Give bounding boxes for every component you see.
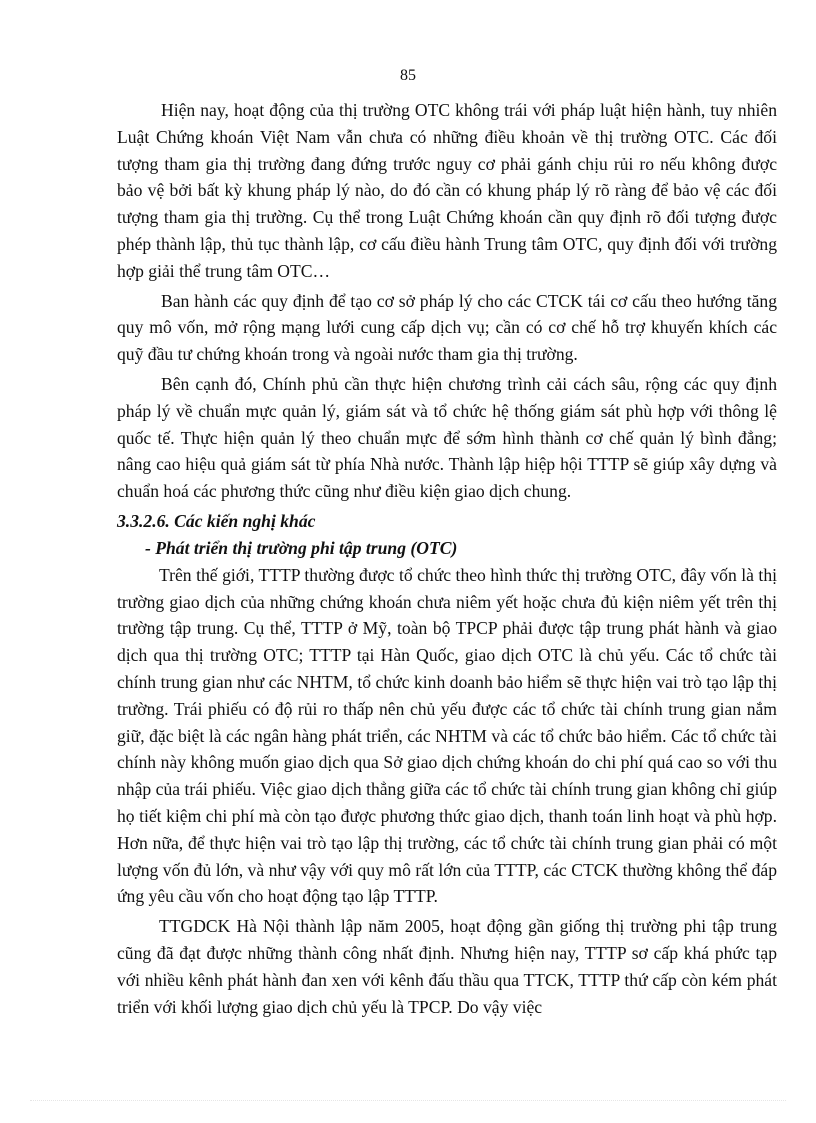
paragraph-hanoi-exchange: TTGDCK Hà Nội thành lập năm 2005, hoạt động gần giống thị trường phi tập trung cũng đã đạt được những thành công nhất định. Nhưng hiện nay, TTTP sơ cấp khá phức tạp với nhiều kênh phát hành đan xen với kênh đấu thầu qua TTCK, TTTP thứ cấp còn kém phát triển với khối lượng giao dịch chủ yếu là TPCP. Do vậy việc bbox=[117, 916, 777, 1017]
paragraph-government-reform: Bên cạnh đó, Chính phủ cần thực hiện chương trình cải cách sâu, rộng các quy định pháp lý về chuẩn mực quản lý, giám sát và tổ chức hệ thống giám sát phù hợp với thông lệ quốc tế. Thực hiện quản lý theo chuẩn mực để sớm hình thành cơ chế quản lý bình đẳng; nâng cao hiệu quả giám sát từ phía Nhà nước. Thành lập hiệp hội TTTP sẽ giúp xây dựng và chuẩn hoá các phương thức cũng như điều kiện giao dịch chung. bbox=[117, 373, 777, 502]
paragraph-ctck-restructuring: Ban hành các quy định để tạo cơ sở pháp lý cho các CTCK tái cơ cấu theo hướng tăng quy mô vốn, mở rộng mạng lưới cung cấp dịch vụ; cần có cơ chế hỗ trợ khuyến khích các quỹ đầu tư chứng khoán trong và ngoài nước tham gia thị trường. bbox=[117, 290, 777, 365]
page-body bbox=[117, 97, 777, 1023]
paragraph-world-otc-markets: Trên thế giới, TTTP thường được tổ chức theo hình thức thị trường OTC, đây vốn là thị trường giao dịch của những chứng khoán chưa niêm yết hoặc chưa đủ kiện niêm yết trên thị trường tập trung. Cụ thể, TTTP ở Mỹ, toàn bộ TPCP phải được tập trung phát hành và giao dịch qua thị trường OTC; TTTP tại Hàn Quốc, giao dịch OTC là chủ yếu. Các tổ chức tài chính trung gian như các NHTM, tổ chức kinh doanh bảo hiểm sẽ thực hiện vai trò tạo lập thị trường. Trái phiếu có độ rủi ro thấp nên chủ yếu được các tổ chức tài chính trung gian nắm giữ, đặc biệt là các ngân hàng phát triển, các NHTM và các tổ chức bảo hiểm. Các tổ chức tài chính này không muốn giao dịch qua Sở giao dịch chứng khoán do chi phí quá cao so với thu nhập của trái phiếu. Việc giao dịch thẳng giữa các tổ chức tài chính trung gian không chỉ giúp họ tiết kiệm chi phí mà còn tạo được phương thức giao dịch, thanh toán linh hoạt và phù hợp. Hơn nữa, để thực hiện vai trò tạo lập thị trường, các tổ chức tài chính trung gian phải có một lượng vốn đủ lớn, và như vậy với quy mô rất lớn của TTTP, các CTCK thường không thể đáp ứng yêu cầu vốn cho hoạt động tạo lập TTTP. bbox=[117, 564, 777, 907]
subsection-heading: - Phát triển thị trường phi tập trung (OTC) bbox=[145, 537, 458, 558]
page-number: 85 bbox=[400, 67, 416, 84]
section-heading: 3.3.2.6. Các kiến nghị khác bbox=[117, 510, 316, 531]
footer-divider bbox=[30, 1100, 786, 1101]
paragraph-otc-legal-framework: Hiện nay, hoạt động của thị trường OTC không trái với pháp luật hiện hành, tuy nhiên Luật Chứng khoán Việt Nam vẫn chưa có những điều khoản về thị trường OTC. Các đối tượng tham gia thị trường đang đứng trước nguy cơ phải gánh chịu rủi ro nếu không được bảo vệ bởi bất kỳ khung pháp lý nào, do đó cần có khung pháp lý rõ ràng để bảo vệ các đối tượng tham gia thị trường. Cụ thể trong Luật Chứng khoán cần quy định rõ đối tượng được phép thành lập, thủ tục thành lập, cơ cấu điều hành Trung tâm OTC, quy định đối với trường hợp giải thể trung tâm OTC… bbox=[117, 100, 777, 281]
